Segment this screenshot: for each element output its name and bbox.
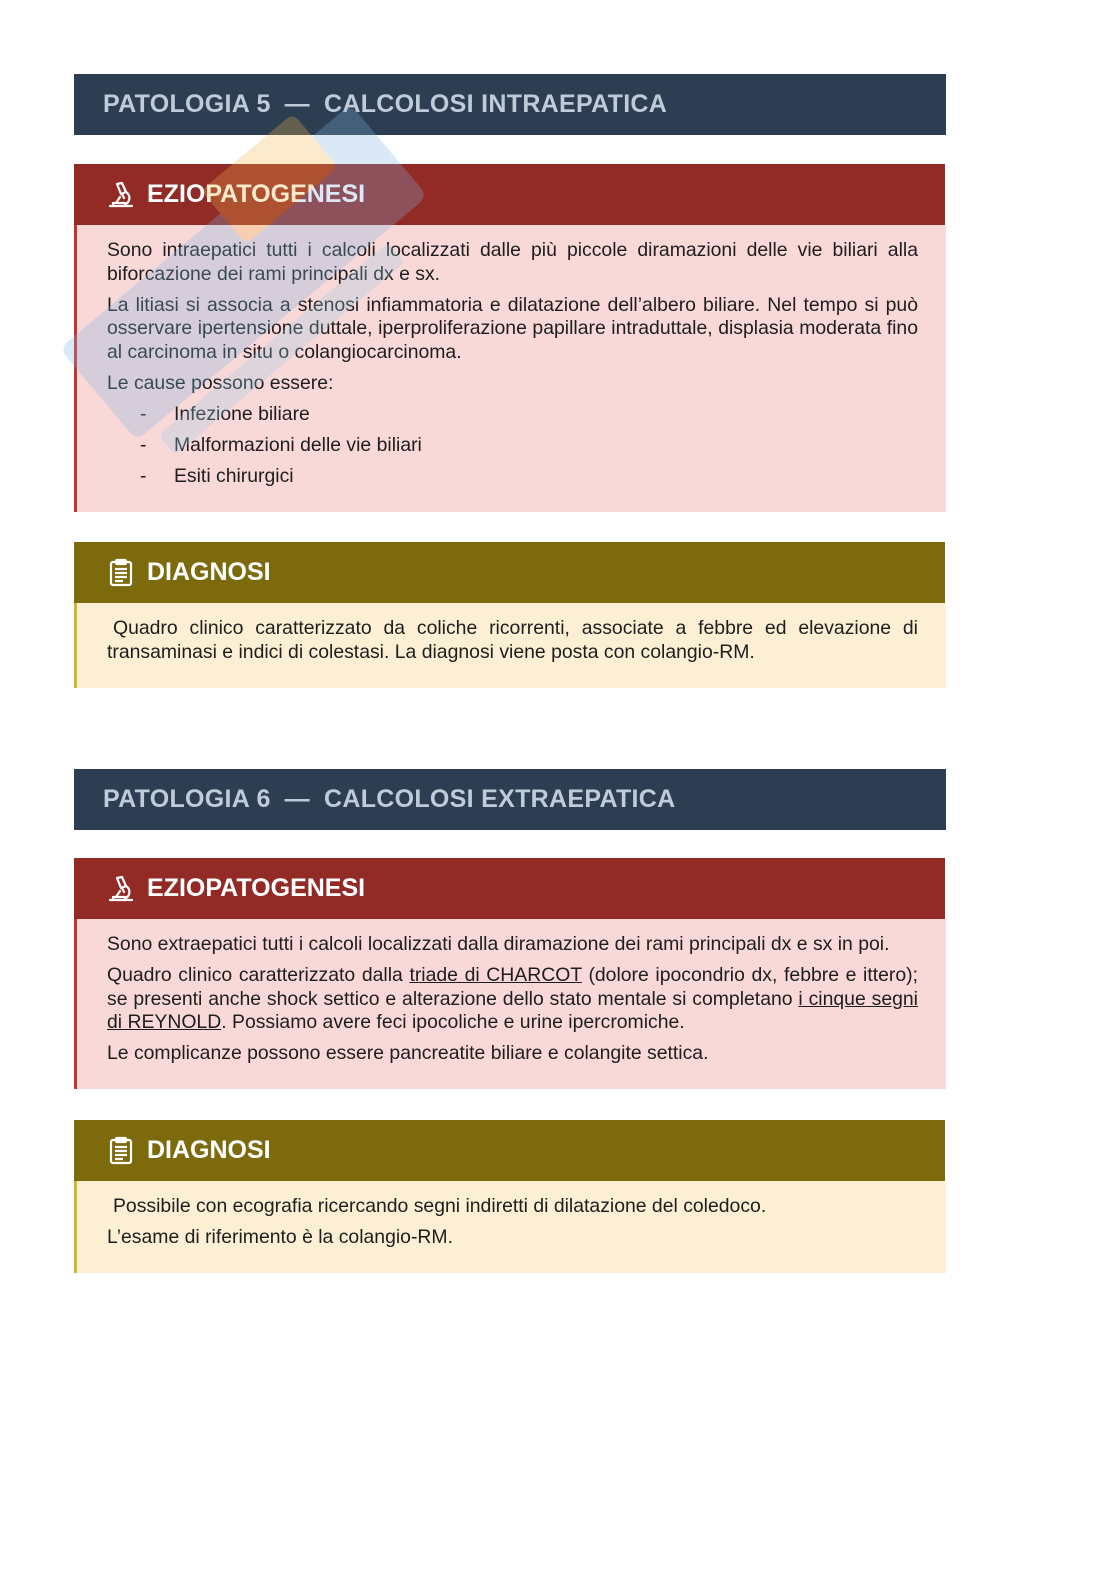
paragraph (107, 964, 918, 1035)
text: Quadro clinico caratterizzato dalla (107, 964, 410, 986)
pathology-name: CALCOLOSI INTRAEPATICA (323, 90, 668, 118)
pathology-number: PATOLOGIA 5 (103, 90, 271, 118)
paragraph: L’esame di riferimento è la colangio-RM. (107, 1226, 453, 1248)
pathology-title-bar (74, 74, 946, 135)
paragraph: Le complicanze possono essere pancreatite biliare e colangite settica. (107, 1042, 709, 1064)
charcot-triad-term: triade di CHARCOT (409, 964, 582, 986)
paragraph: Possibile con ecografia ricercando segni indiretti di dilatazione del coledoco. (113, 1195, 767, 1217)
title-dash: — (284, 785, 310, 813)
etiopathogenesis-heading: EZIOPATOGENESI (147, 874, 366, 902)
diagnosis-body (74, 603, 946, 688)
diagnosis-header (74, 542, 945, 603)
microscope-icon (106, 874, 136, 904)
paragraph: Le cause possono essere: (107, 371, 334, 394)
paragraph: La litiasi si associa a stenosi infiammatoria e dilatazione dell’albero biliare. Nel tempo si può osservare ipertensione duttale, iperproliferazione papillare intraduttale, displasia moderata fino al carcinoma in situ o colangiocarcinoma. (107, 293, 918, 363)
diagnosis-body (74, 1181, 946, 1273)
diagnosis-header (74, 1120, 945, 1181)
reynold-signs-term: i cinque segni di REYNOLD (107, 987, 918, 1033)
text: (dolore ipocondrio dx, febbre e ittero); se presenti anche shock settico e alterazione dello stato mentale si completano (107, 964, 918, 1010)
clipboard-icon (106, 558, 136, 588)
title-dash: — (284, 90, 310, 118)
etiopathogenesis-body (74, 919, 946, 1089)
etiopathogenesis-heading: EZIOPATOGENESI (147, 180, 366, 208)
diagnosis-heading: DIAGNOSI (147, 1136, 271, 1164)
etiopathogenesis-header (74, 164, 945, 225)
list-item: - Esiti chirurgici (107, 465, 918, 489)
causes-list (107, 403, 918, 489)
clipboard-icon (106, 1136, 136, 1166)
microscope-icon (106, 180, 136, 210)
paragraph: Quadro clinico caratterizzato da coliche ricorrenti, associate a febbre ed elevazione di transaminasi e indici di colestasi. La diagnosi viene posta con colangio-RM. (107, 617, 918, 663)
etiopathogenesis-header (74, 858, 945, 919)
pathology-name: CALCOLOSI EXTRAEPATICA (323, 785, 676, 813)
pathology-title-bar (74, 769, 946, 830)
list-item: - Malformazioni delle vie biliari (107, 434, 918, 458)
diagnosis-heading: DIAGNOSI (147, 558, 271, 586)
pathology-number: PATOLOGIA 6 (103, 785, 271, 813)
etiopathogenesis-body (74, 225, 946, 512)
list-item: - Infezione biliare (107, 403, 918, 427)
text: . Possiamo avere feci ipocoliche e urine ipercromiche. (221, 1011, 685, 1033)
paragraph: Sono intraepatici tutti i calcoli localizzati dalle più piccole diramazioni delle vie biliari alla biforcazione dei rami principali dx e sx. (107, 239, 918, 285)
paragraph: Sono extraepatici tutti i calcoli localizzati dalla diramazione dei rami principali dx e sx in poi. (107, 933, 890, 955)
